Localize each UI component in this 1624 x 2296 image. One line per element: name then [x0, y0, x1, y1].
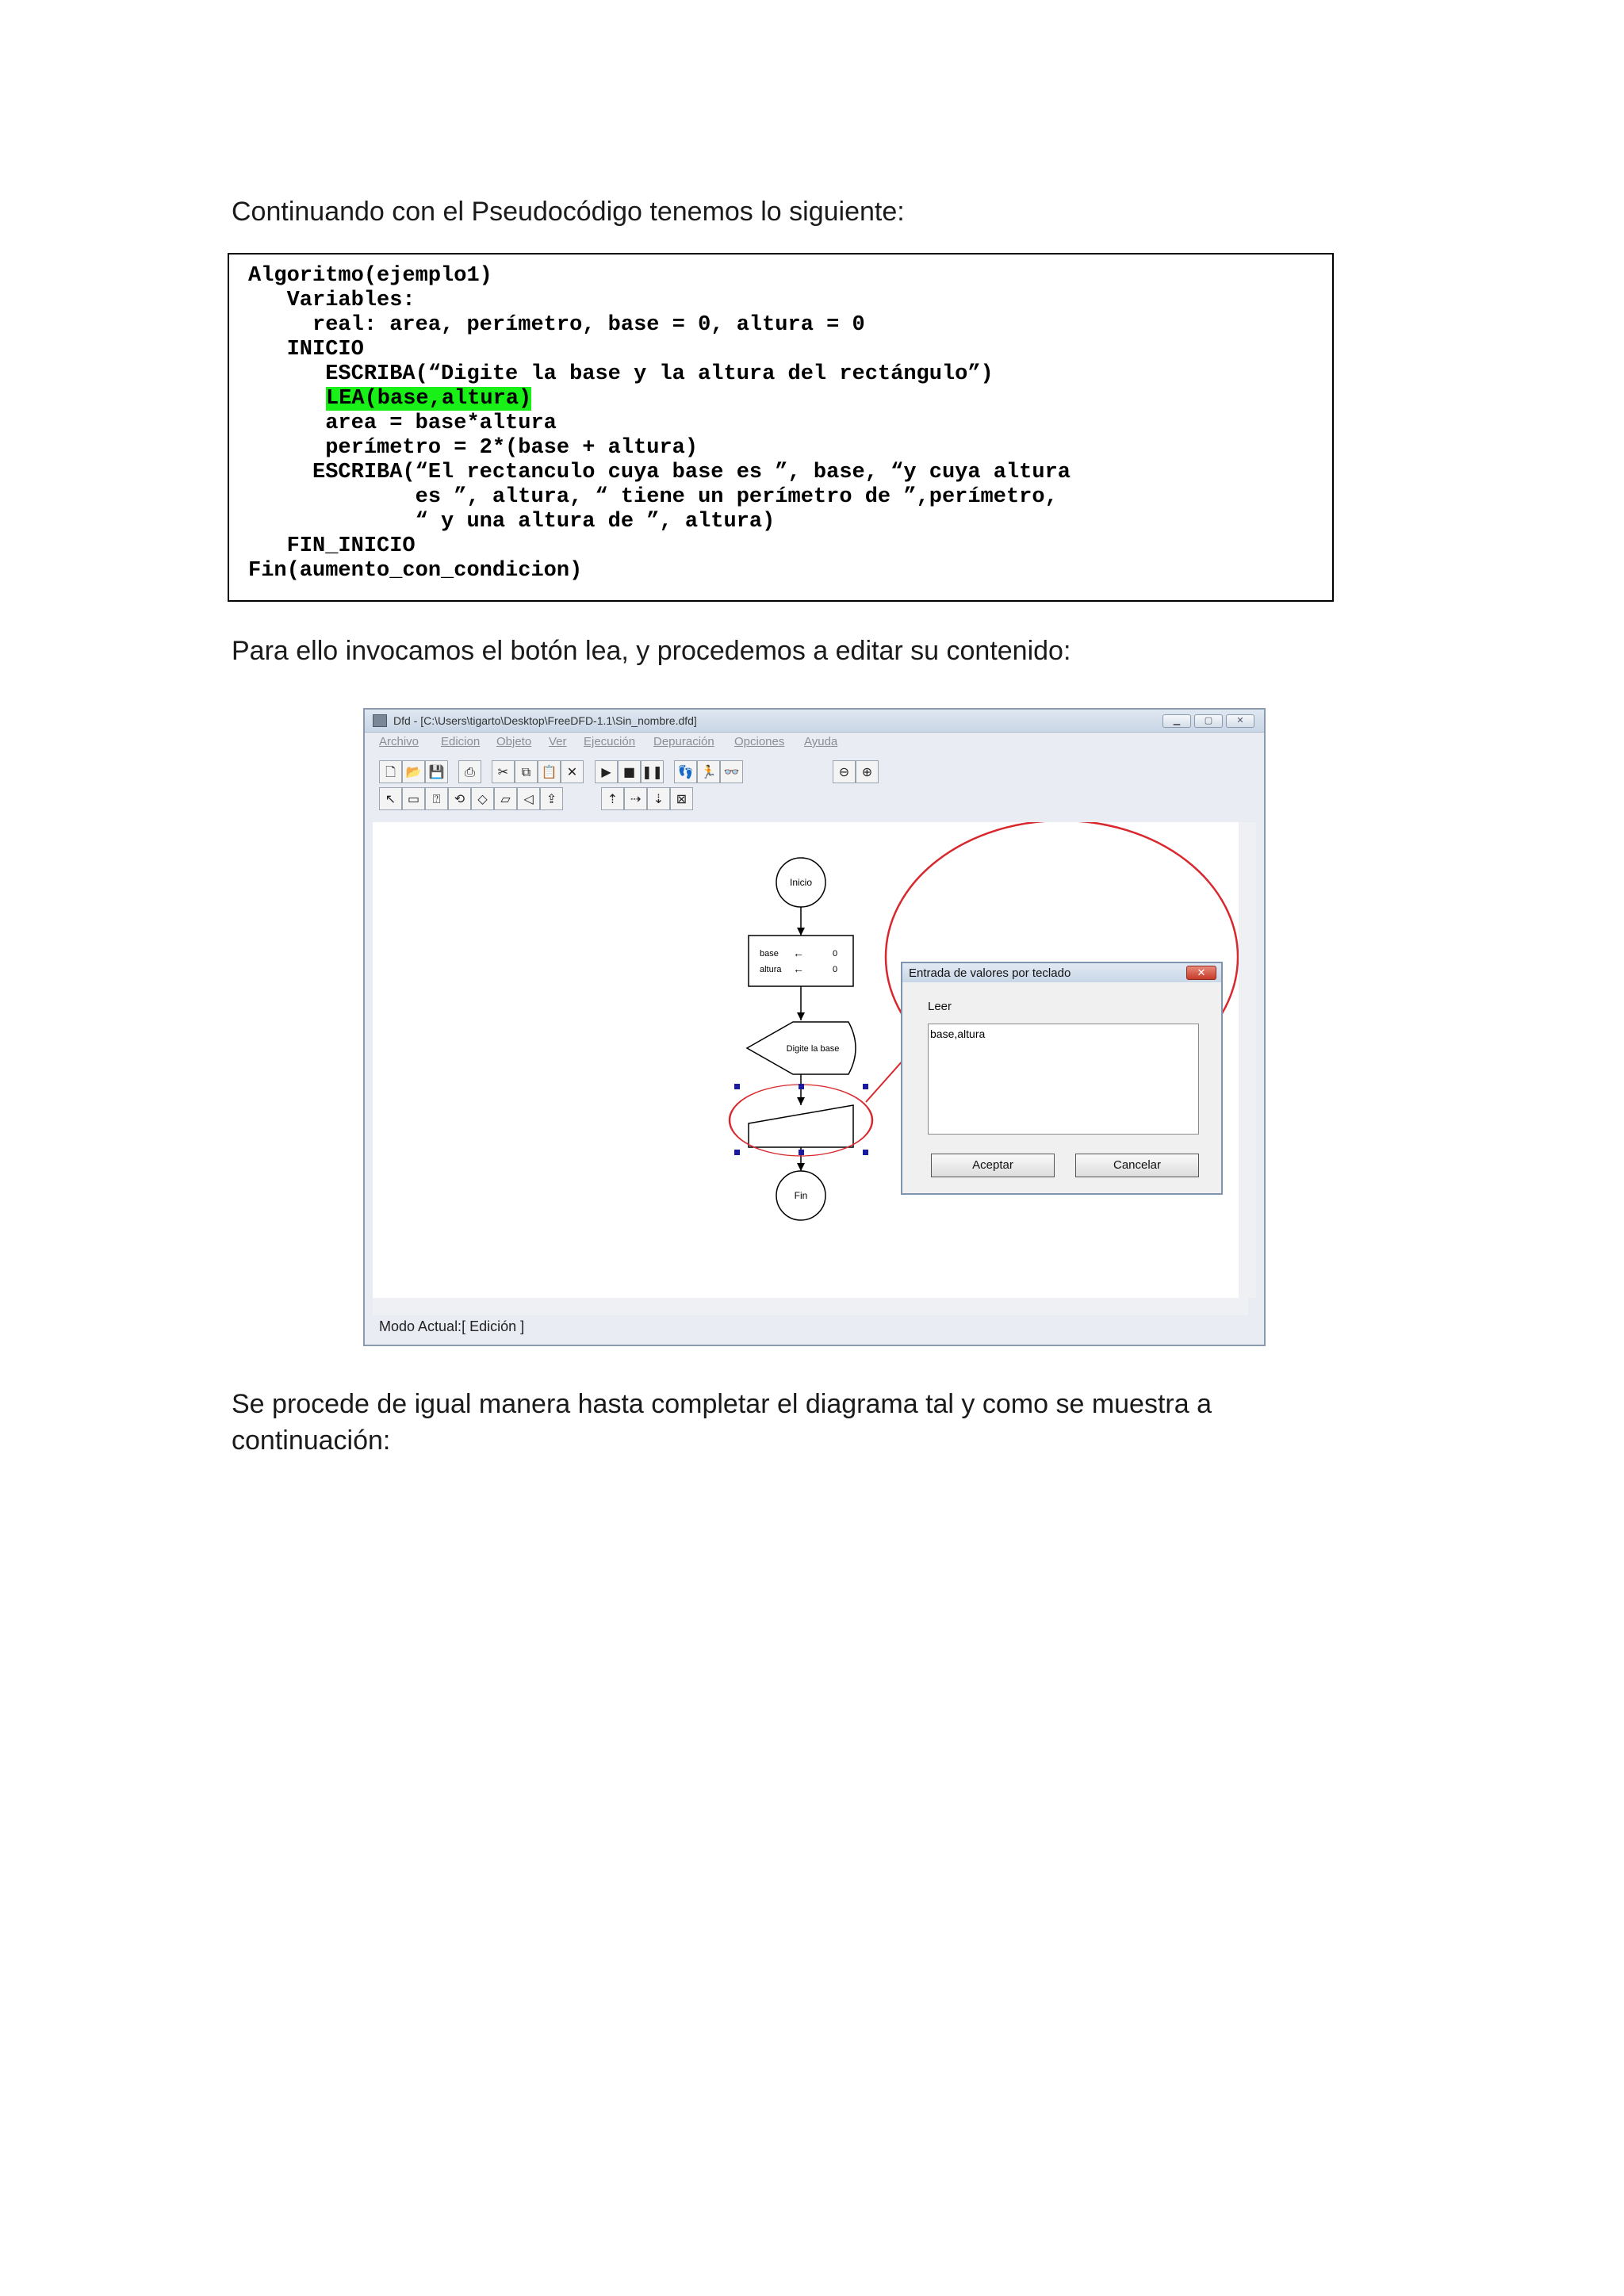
read-node	[749, 1105, 853, 1147]
menu-ver[interactable]: Ver	[549, 735, 567, 748]
code-line: Algoritmo(ejemplo1)	[248, 264, 492, 288]
read-variables-input[interactable]: base,altura	[928, 1024, 1199, 1135]
insert-object-3-icon[interactable]: ⇣	[647, 787, 670, 810]
paste-icon[interactable]: 📋	[538, 760, 561, 783]
selection-handle	[863, 1084, 868, 1089]
menu-depuracion[interactable]: Depuración	[653, 735, 714, 748]
pointer-icon[interactable]: ↖	[379, 787, 402, 810]
dialog-label: Leer	[928, 1000, 952, 1013]
menu-bar	[365, 733, 1264, 750]
selection-handle	[734, 1084, 740, 1089]
assignment-icon[interactable]: ▭	[402, 787, 425, 810]
pause-icon[interactable]: ❚❚	[641, 760, 664, 783]
invoke-paragraph: Para ello invocamos el botón lea, y procedemos a editar su contenido:	[232, 636, 1071, 666]
assign-val-base: 0	[833, 949, 838, 959]
assignment-node	[749, 936, 853, 986]
start-label: Inicio	[789, 877, 813, 888]
open-folder-icon[interactable]: 📂	[402, 760, 425, 783]
arrow-head	[797, 928, 805, 936]
app-icon	[373, 714, 387, 727]
zoom-in-icon[interactable]: ⊕	[856, 760, 879, 783]
minimize-button[interactable]: ▁	[1162, 714, 1191, 728]
code-line: real: area, perímetro, base = 0, altura = 0	[248, 313, 865, 337]
selection-handle	[863, 1150, 868, 1155]
output-label: Digite la base	[786, 1044, 840, 1054]
read-icon[interactable]: ▱	[494, 787, 517, 810]
code-line: es ”, altura, “ tiene un perímetro de ”,perímetro,	[248, 485, 1058, 509]
print-icon[interactable]: ⎙	[458, 760, 481, 783]
remove-object-icon[interactable]: ⊠	[670, 787, 693, 810]
code-line: INICIO	[248, 338, 364, 362]
save-icon[interactable]: 💾	[425, 760, 448, 783]
zoom-out-icon[interactable]: ⊖	[833, 760, 856, 783]
highlighted-lea: LEA(base,altura)	[326, 387, 532, 411]
code-line: Variables:	[248, 289, 416, 312]
end-label: Fin	[794, 1190, 808, 1201]
code-line: area = base*altura	[248, 411, 557, 435]
debug-run-icon[interactable]: 🏃	[697, 760, 720, 783]
new-file-icon[interactable]: 🗋	[379, 760, 402, 783]
insert-object-icon[interactable]: ⇡	[601, 787, 624, 810]
window-title: Dfd - [C:\Users\tigarto\Desktop\FreeDFD-1.1\Sin_nombre.dfd]	[393, 714, 697, 727]
cancel-button[interactable]: Cancelar	[1075, 1154, 1199, 1177]
input-dialog	[901, 962, 1223, 1195]
intro-paragraph: Continuando con el Pseudocódigo tenemos lo siguiente:	[232, 197, 905, 227]
decision-icon[interactable]: ◇	[471, 787, 494, 810]
menu-archivo[interactable]: Archivo	[379, 735, 419, 748]
copy-icon[interactable]: ⧉	[515, 760, 538, 783]
assign-var-base: base	[760, 949, 779, 959]
status-bar-text: Modo Actual:[ Edición ]	[379, 1318, 525, 1334]
assign-val-altura: 0	[833, 965, 838, 974]
code-line: “ y una altura de ”, altura)	[248, 510, 776, 534]
output-icon[interactable]: ◁	[517, 787, 540, 810]
dialog-close-button[interactable]: ✕	[1186, 966, 1216, 980]
selection-handle	[799, 1084, 804, 1089]
subroutine-icon[interactable]: ⇪	[540, 787, 563, 810]
selection-handle	[734, 1150, 740, 1155]
delete-icon[interactable]: ✕	[561, 760, 584, 783]
menu-opciones[interactable]: Opciones	[734, 735, 785, 748]
code-line: perímetro = 2*(base + altura)	[248, 436, 699, 460]
arrow-head	[797, 1097, 805, 1105]
watch-icon[interactable]: 👓	[720, 760, 743, 783]
assign-arrow-icon: ←	[793, 947, 804, 959]
horizontal-scrollbar[interactable]	[373, 1298, 1248, 1315]
code-line: FIN_INICIO	[248, 534, 416, 558]
insert-object-2-icon[interactable]: ⇢	[624, 787, 647, 810]
cycle-icon[interactable]: ⟲	[448, 787, 471, 810]
code-line: ESCRIBA(“Digite la base y la altura del rectángulo”)	[248, 362, 994, 386]
code-line: ESCRIBA(“El rectanculo cuya base es ”, base, “y cuya altura	[248, 461, 1071, 484]
stop-icon[interactable]: ■	[618, 760, 641, 783]
dfd-window	[363, 708, 1266, 1346]
run-icon[interactable]: ▶	[595, 760, 618, 783]
code-line: Fin(aumento_con_condicion)	[248, 559, 583, 583]
assign-arrow-icon: ←	[793, 962, 804, 975]
continue-paragraph: Se procede de igual manera hasta completar el diagrama tal y como se muestra a continuación:	[232, 1389, 1212, 1456]
maximize-button[interactable]: ▢	[1194, 714, 1223, 728]
objects-toolbar	[379, 786, 934, 811]
close-button[interactable]: ✕	[1226, 714, 1254, 728]
vertical-scrollbar[interactable]	[1239, 822, 1256, 1298]
cut-icon[interactable]: ✂	[492, 760, 515, 783]
flowchart-canvas[interactable]	[373, 822, 1239, 1298]
menu-ayuda[interactable]: Ayuda	[804, 735, 838, 748]
step-icon[interactable]: 👣	[674, 760, 697, 783]
loop-icon[interactable]: ⍰	[425, 787, 448, 810]
menu-objeto[interactable]: Objeto	[496, 735, 532, 748]
dialog-title-bar	[902, 963, 1221, 982]
menu-ejecucion[interactable]: Ejecución	[584, 735, 636, 748]
main-toolbar	[379, 759, 934, 784]
dialog-title: Entrada de valores por teclado	[909, 966, 1071, 980]
accept-button[interactable]: Aceptar	[931, 1154, 1055, 1177]
title-bar	[365, 710, 1264, 733]
code-line-highlighted	[326, 387, 531, 411]
menu-edicion[interactable]: Edicion	[441, 735, 481, 748]
assign-var-altura: altura	[760, 965, 782, 974]
arrow-head	[797, 1163, 805, 1171]
arrow-head	[797, 1012, 805, 1020]
selection-handle	[799, 1150, 804, 1155]
pseudocode-box	[228, 253, 1334, 602]
